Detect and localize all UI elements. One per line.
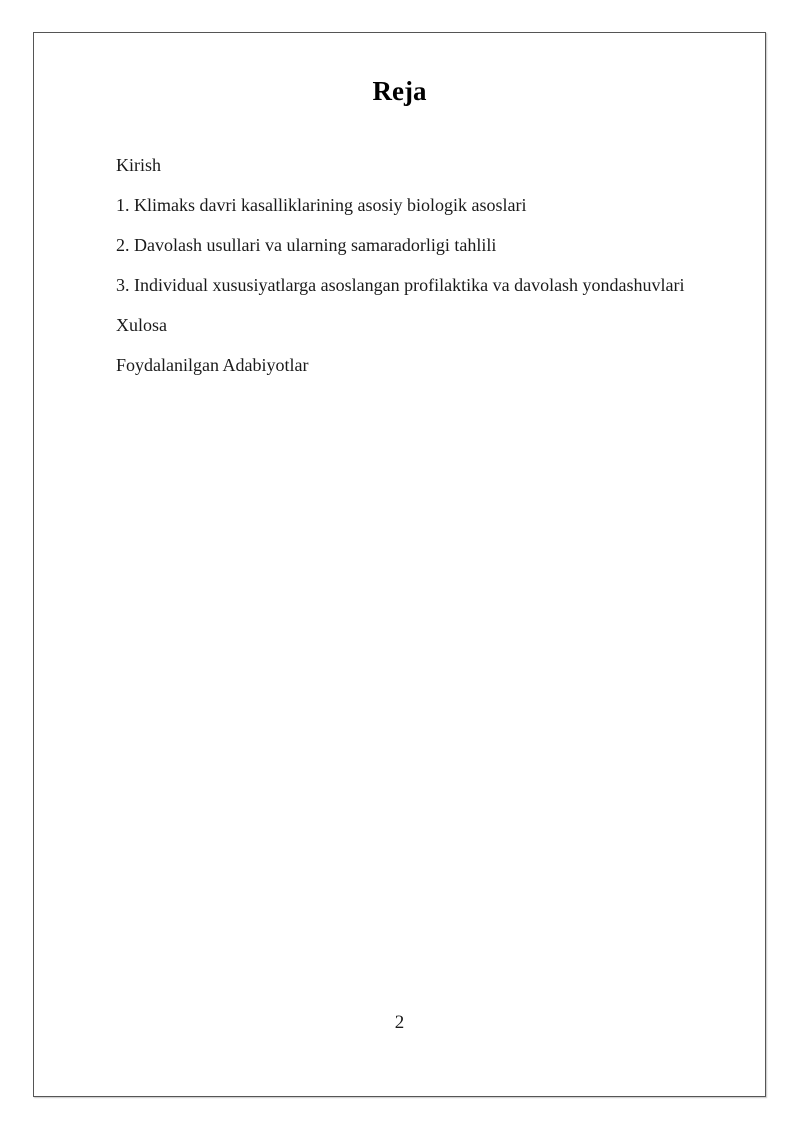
toc-item-conclusion: Xulosa (116, 315, 167, 335)
page-title: Reja (372, 76, 427, 106)
toc-item-references: Foydalanilgan Adabiyotlar (116, 355, 309, 375)
toc-item-chapter-2: 2. Davolash usullari va ularning samaradorligi tahlili (116, 235, 497, 255)
document-page (33, 32, 766, 1097)
toc-item-chapter-3: 3. Individual xususiyatlarga asoslangan profilaktika va davolash yondashuvlari (116, 275, 685, 295)
toc-item-introduction: Kirish (116, 155, 161, 175)
toc-item-chapter-1: 1. Klimaks davri kasalliklarining asosiy biologik asoslari (116, 195, 527, 215)
page-number: 2 (394, 1012, 405, 1033)
table-of-contents (116, 145, 685, 385)
